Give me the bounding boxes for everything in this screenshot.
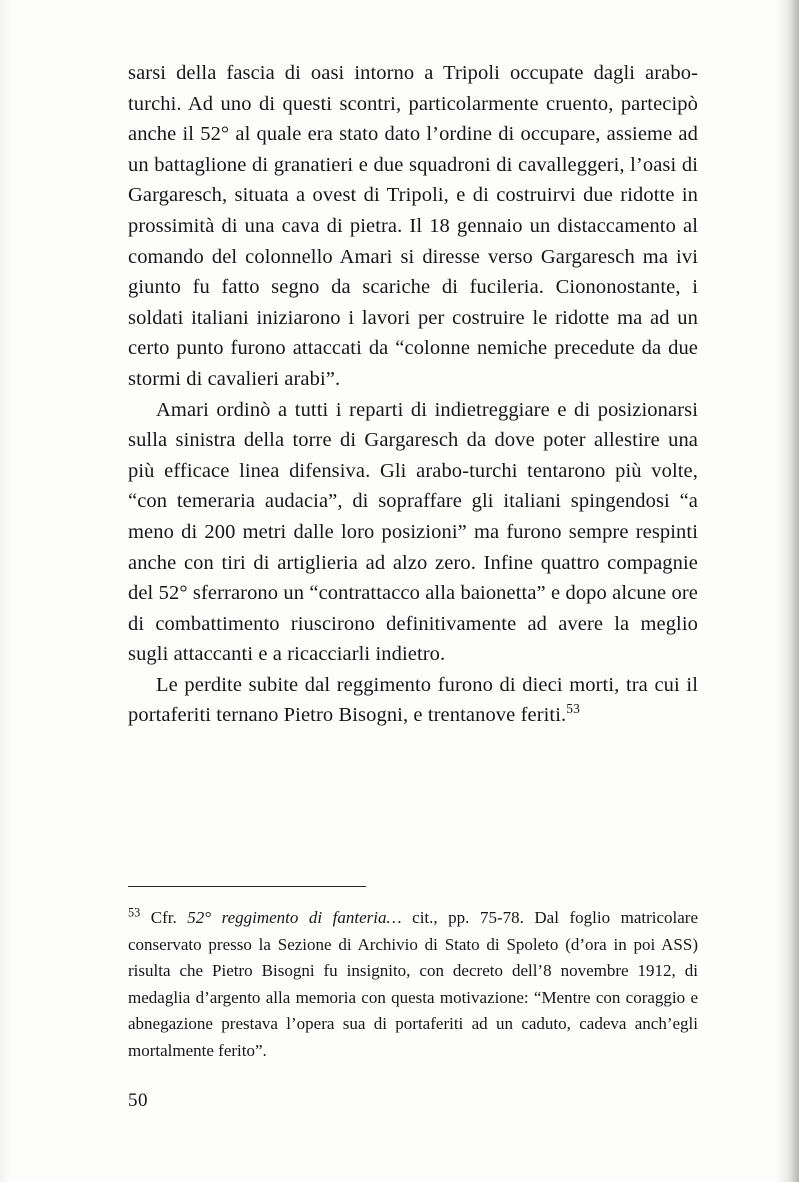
footnote-divider <box>128 886 366 887</box>
page-body <box>128 58 698 731</box>
footnote-section <box>128 886 698 1064</box>
paragraph-2: Amari ordinò a tutti i reparti di indietreggiare e di posizionarsi sulla sinistra della torre di Gargaresch da dove poter allestire una più efficace linea difensiva. Gli arabo-turchi tentarono più volte, “con temeraria audacia”, di sopraffare gli italiani spingendosi “a meno di 200 metri dalle loro posizioni” ma furono sempre respinti anche con tiri di artiglieria ad alzo zero. Infine quattro compagnie del 52° sferrarono un “contrattacco alla baionetta” e dopo alcune ore di combattimento riuscirono definitivamente ad avere la meglio sugli attaccanti e a ricacciarli indietro. <box>128 398 698 666</box>
page-right-edge-shading <box>777 0 799 1182</box>
paragraph-3-text: Le perdite subite dal reggimento furono di dieci morti, tra cui il portaferiti ternano Pietro Bisogni, e trentanove feriti. <box>128 673 698 727</box>
footnote-after-italic: cit., pp. 75-78. Dal foglio matricolare conservato presso la Sezione di Archivio di Stato di Spoleto (d’ora in poi ASS) risulta che Pietro Bisogni fu insignito, con decreto dell’8 novembre 1912, di medaglia d’argento alla memoria con questa motivazione: “Mentre con coraggio e abnegazione prestava l’opera sua di portaferiti ad un caduto, cadeva anch’egli mortalmente ferito”. <box>128 908 698 1060</box>
page-number: 50 <box>128 1090 148 1111</box>
footnote-italic-title: 52° reggimento di fanteria… <box>187 908 402 927</box>
footnote-reference-marker: 53 <box>566 701 580 717</box>
footnote-number: 53 <box>128 905 141 920</box>
paragraph-1: sarsi della fascia di oasi intorno a Tripoli occupate dagli arabo-turchi. Ad uno di questi scontri, particolarmente cruento, partecipò anche il 52° al quale era stato dato l’ordine di occupare, assieme ad un battaglione di granatieri e due squadroni di cavalleggeri, l’oasi di Gargaresch, situata a ovest di Tripoli, e di costruirvi due ridotte in prossimità di una cava di pietra. Il 18 gennaio un distaccamento al comando del colonnello Amari si diresse verso Gargaresch ma ivi giunto fu fatto segno da scariche di fucileria. Ciononostante, i soldati italiani iniziarono i lavori per costruire le ridotte ma ad un certo punto furono attaccati da “colonne nemiche precedute da due stormi di cavalieri arabi”. <box>128 62 698 390</box>
footnote-entry <box>128 905 698 1064</box>
page-left-edge-shading <box>0 0 10 1182</box>
footnote-before-italic: Cfr. <box>140 908 188 927</box>
footnote-text-block <box>128 905 698 1064</box>
paragraph-3 <box>128 670 698 731</box>
body-text-block <box>128 58 698 731</box>
